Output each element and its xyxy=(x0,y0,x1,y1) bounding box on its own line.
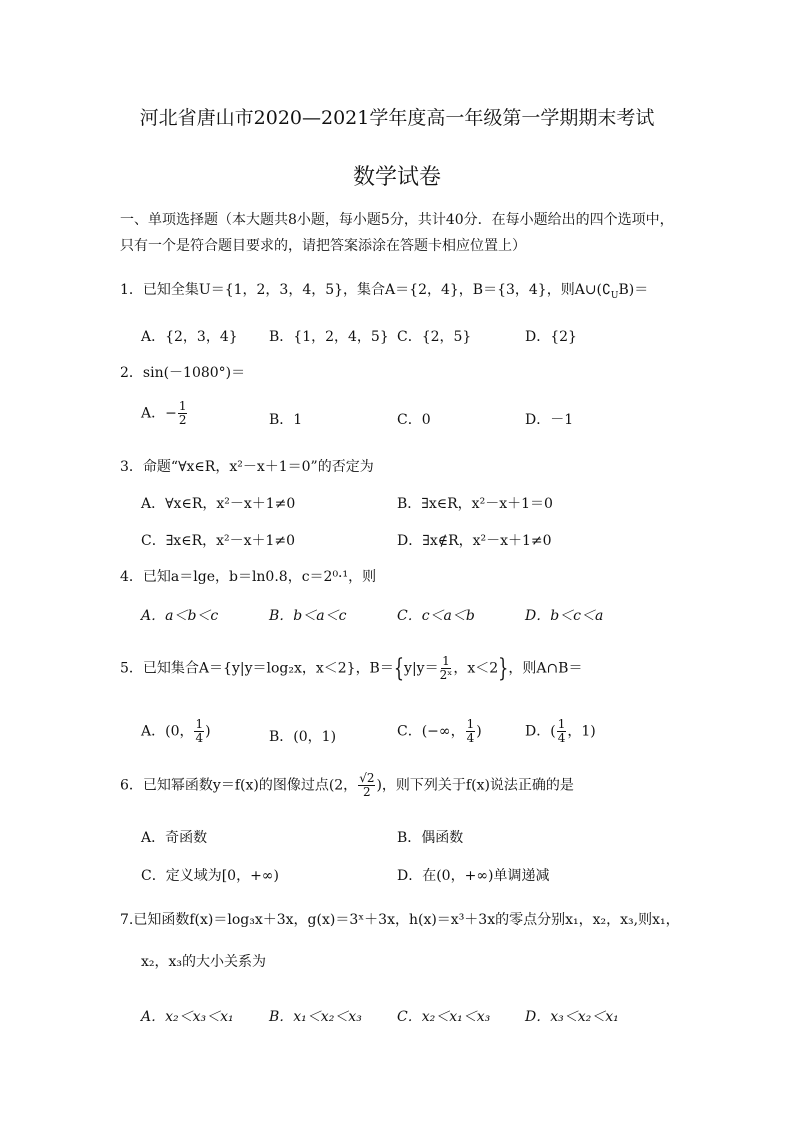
q3-option-b: B．∃x∈R，x²－x＋1＝0 xyxy=(397,496,553,512)
question-1-stem xyxy=(120,279,648,299)
fraction-numerator: 1 xyxy=(195,717,204,731)
q5-set-b-suffix: ，x＜2 xyxy=(453,660,499,677)
q5-stem-end: ，则A∩B＝ xyxy=(508,660,583,677)
q5-stem-start: 5．已知集合A＝ xyxy=(120,660,224,677)
q1-option-b: B．{1，2，4，5} xyxy=(269,329,389,345)
q2-option-c: C．0 xyxy=(397,412,431,428)
q7-option-a: A．x₂＜x₃＜x₁ xyxy=(141,1009,234,1025)
q1-option-a: A．{2，3，4} xyxy=(141,329,238,345)
q5-option-d-prefix: D．( xyxy=(525,723,556,740)
q5-option-a-fraction xyxy=(194,718,204,745)
q5-option-a xyxy=(141,718,211,745)
left-brace: { xyxy=(393,651,405,683)
q2-option-b: B．1 xyxy=(269,412,303,428)
fraction-numerator: 1 xyxy=(557,717,566,731)
q4-option-d: D．b＜c＜a xyxy=(525,608,604,624)
q5-option-c-suffix: ) xyxy=(476,723,482,740)
q5-option-c-fraction xyxy=(466,718,476,745)
q5-option-c xyxy=(397,718,482,745)
q5-set-b-prefix: y|y＝ xyxy=(404,660,439,677)
q1-option-c: C．{2，5} xyxy=(397,329,472,345)
q6-fraction xyxy=(358,772,375,799)
section-intro-line1: 一、单项选择题（本大题共8小题，每小题5分，共计40分．在每小题给出的四个选项中， xyxy=(120,212,674,228)
q5-option-c-prefix: C．(−∞， xyxy=(397,723,465,740)
q5-option-a-suffix: ) xyxy=(205,723,211,740)
q5-option-d-suffix: ，1) xyxy=(567,723,596,740)
q1-stem-end: B)＝ xyxy=(618,282,649,298)
q5-set-b-fraction xyxy=(440,655,453,682)
q5-option-d-fraction xyxy=(557,718,567,745)
exam-subtitle: 数学试卷 xyxy=(352,165,441,190)
q6-option-d: D．在(0，+∞)单调递减 xyxy=(397,868,550,884)
q6-option-b: B．偶函数 xyxy=(397,830,464,846)
q6-stem-start: 6．已知幂函数y＝f(x)的图像过点(2， xyxy=(120,777,358,794)
fraction-numerator: 1 xyxy=(466,717,475,731)
q5-option-b: B．(0，1) xyxy=(269,729,337,745)
q2-option-a-fraction xyxy=(178,400,188,427)
fraction-numerator: 1 xyxy=(178,399,187,413)
fraction-numerator: √2 xyxy=(359,771,375,785)
fraction-denominator: 4 xyxy=(557,731,566,746)
q6-option-c: C．定义域为[0，+∞) xyxy=(141,868,279,884)
question-6-stem xyxy=(120,772,574,799)
question-3-stem: 3．命题“∀x∈R，x²－x＋1＝0”的否定为 xyxy=(120,459,374,475)
question-7-stem-line1: 7.已知函数f(x)＝log₃x＋3x，g(x)＝3ˣ＋3x，h(x)＝x³＋3x的零点分别x₁，x₂，x₃,则x₁， xyxy=(120,912,680,928)
q7-option-b: B．x₁＜x₂＜x₃ xyxy=(269,1009,362,1025)
question-4-stem: 4．已知a＝lge，b＝ln0.8，c＝2⁰·¹，则 xyxy=(120,569,377,585)
q2-option-d: D．－1 xyxy=(525,412,574,428)
q1-option-d: D．{2} xyxy=(525,329,577,345)
exam-title: 河北省唐山市2020—2021学年度高一年级第一学期期末考试 xyxy=(139,107,655,129)
question-5-stem xyxy=(120,651,583,683)
fraction-denominator: 4 xyxy=(195,731,204,746)
q3-option-a: A．∀x∈R，x²－x＋1≠0 xyxy=(141,496,296,512)
section-intro-line2: 只有一个是符合题目要求的，请把答案添涂在答题卡相应位置上） xyxy=(120,238,526,254)
q7-option-d: D．x₃＜x₂＜x₁ xyxy=(525,1009,619,1025)
q5-option-d xyxy=(525,718,596,745)
fraction-denominator: 2ˣ xyxy=(439,668,453,683)
q5-option-a-prefix: A．(0， xyxy=(141,723,194,740)
q1-stem-sub: U xyxy=(610,290,619,301)
q2-option-a-prefix: A．− xyxy=(141,405,177,422)
q4-option-c: C．c＜a＜b xyxy=(397,608,475,624)
q3-option-c: C．∃x∈R，x²－x＋1≠0 xyxy=(141,533,296,549)
fraction-denominator: 2 xyxy=(363,785,371,800)
q4-option-b: B．b＜a＜c xyxy=(269,608,347,624)
question-2-stem: 2．sin(－1080°)＝ xyxy=(120,365,246,381)
question-7-stem-line2: x₂，x₃的大小关系为 xyxy=(141,954,267,970)
fraction-denominator: 4 xyxy=(466,731,475,746)
q6-option-a: A．奇函数 xyxy=(141,830,208,846)
right-brace: } xyxy=(498,651,509,683)
q2-option-a xyxy=(141,400,188,427)
q1-stem-text: 1．已知全集U＝{1，2，3，4，5}，集合A＝{2，4}，B＝{3，4}，则A∪(∁ xyxy=(120,282,611,298)
q4-option-a: A．a＜b＜c xyxy=(141,608,219,624)
fraction-denominator: 2 xyxy=(178,413,187,428)
q3-option-d: D．∃x∉R，x²－x＋1≠0 xyxy=(397,533,552,549)
q7-option-c: C．x₂＜x₁＜x₃ xyxy=(397,1009,491,1025)
q5-stem-mid: ，B＝ xyxy=(355,660,394,677)
fraction-numerator: 1 xyxy=(442,654,450,668)
q6-stem-end: )，则下列关于f(x)说法正确的是 xyxy=(376,777,574,794)
q5-set-a: {y|y＝log₂x，x＜2} xyxy=(223,660,356,677)
